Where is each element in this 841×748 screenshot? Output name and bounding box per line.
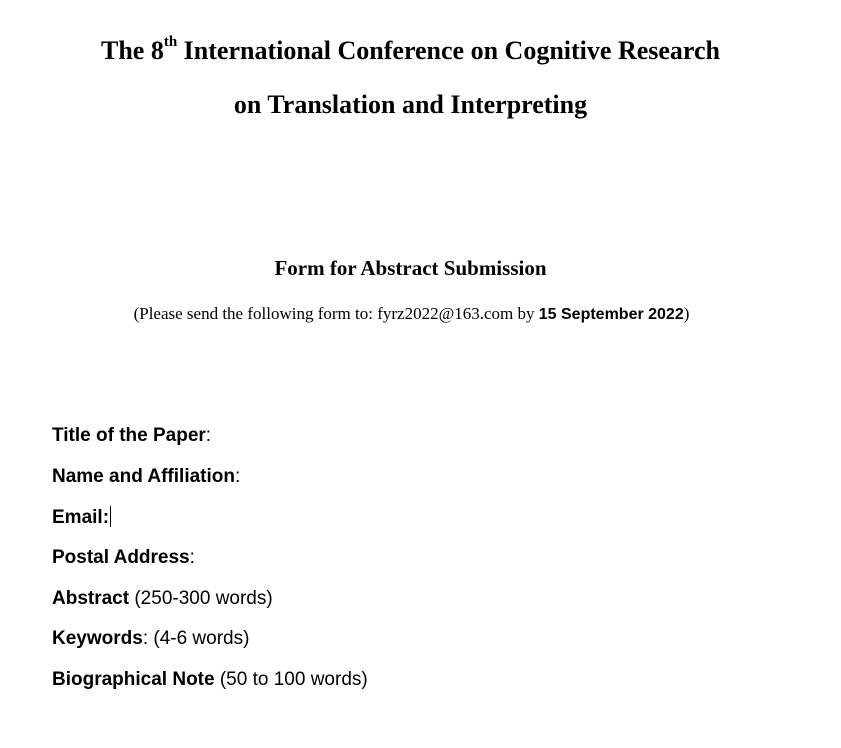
field-keywords[interactable]	[52, 627, 249, 651]
field-name-affiliation[interactable]	[52, 465, 240, 489]
conference-title-line-2: on Translation and Interpreting	[233, 90, 588, 119]
field-label: Biographical Note	[52, 669, 215, 690]
instructions-suffix: )	[683, 304, 690, 323]
instructions-prefix: (Please send the following form to: fyrz2022@163.com by	[133, 304, 539, 323]
text-cursor	[110, 506, 111, 527]
field-label: Abstract	[52, 588, 130, 609]
field-email[interactable]	[52, 506, 111, 530]
field-label: Postal Address	[52, 547, 190, 568]
submission-deadline: 15 September 2022	[538, 306, 684, 323]
title-rest: International Conference on Cognitive Research	[177, 36, 720, 65]
field-label: Keywords	[52, 628, 143, 649]
field-suffix: :	[189, 547, 195, 568]
field-suffix: :	[205, 425, 212, 446]
field-suffix: (250-300 words)	[129, 588, 273, 609]
submission-instructions	[0, 303, 823, 326]
field-suffix: (50 to 100 words)	[214, 669, 368, 690]
field-paper-title[interactable]	[52, 424, 211, 448]
field-label: Name and Affiliation	[52, 466, 235, 487]
field-label: Title of the Paper	[52, 425, 206, 446]
form-title: Form for Abstract Submission	[274, 256, 547, 280]
ordinal-superscript: th	[163, 34, 178, 51]
field-biographical-note[interactable]	[52, 668, 368, 692]
field-label: Email:	[52, 507, 110, 528]
field-postal-address[interactable]	[52, 546, 195, 570]
title-prefix: The 8	[100, 36, 164, 65]
field-suffix: :	[234, 466, 241, 487]
conference-title-line-1	[0, 36, 821, 66]
field-suffix: : (4-6 words)	[142, 628, 250, 649]
field-abstract[interactable]	[52, 587, 273, 611]
